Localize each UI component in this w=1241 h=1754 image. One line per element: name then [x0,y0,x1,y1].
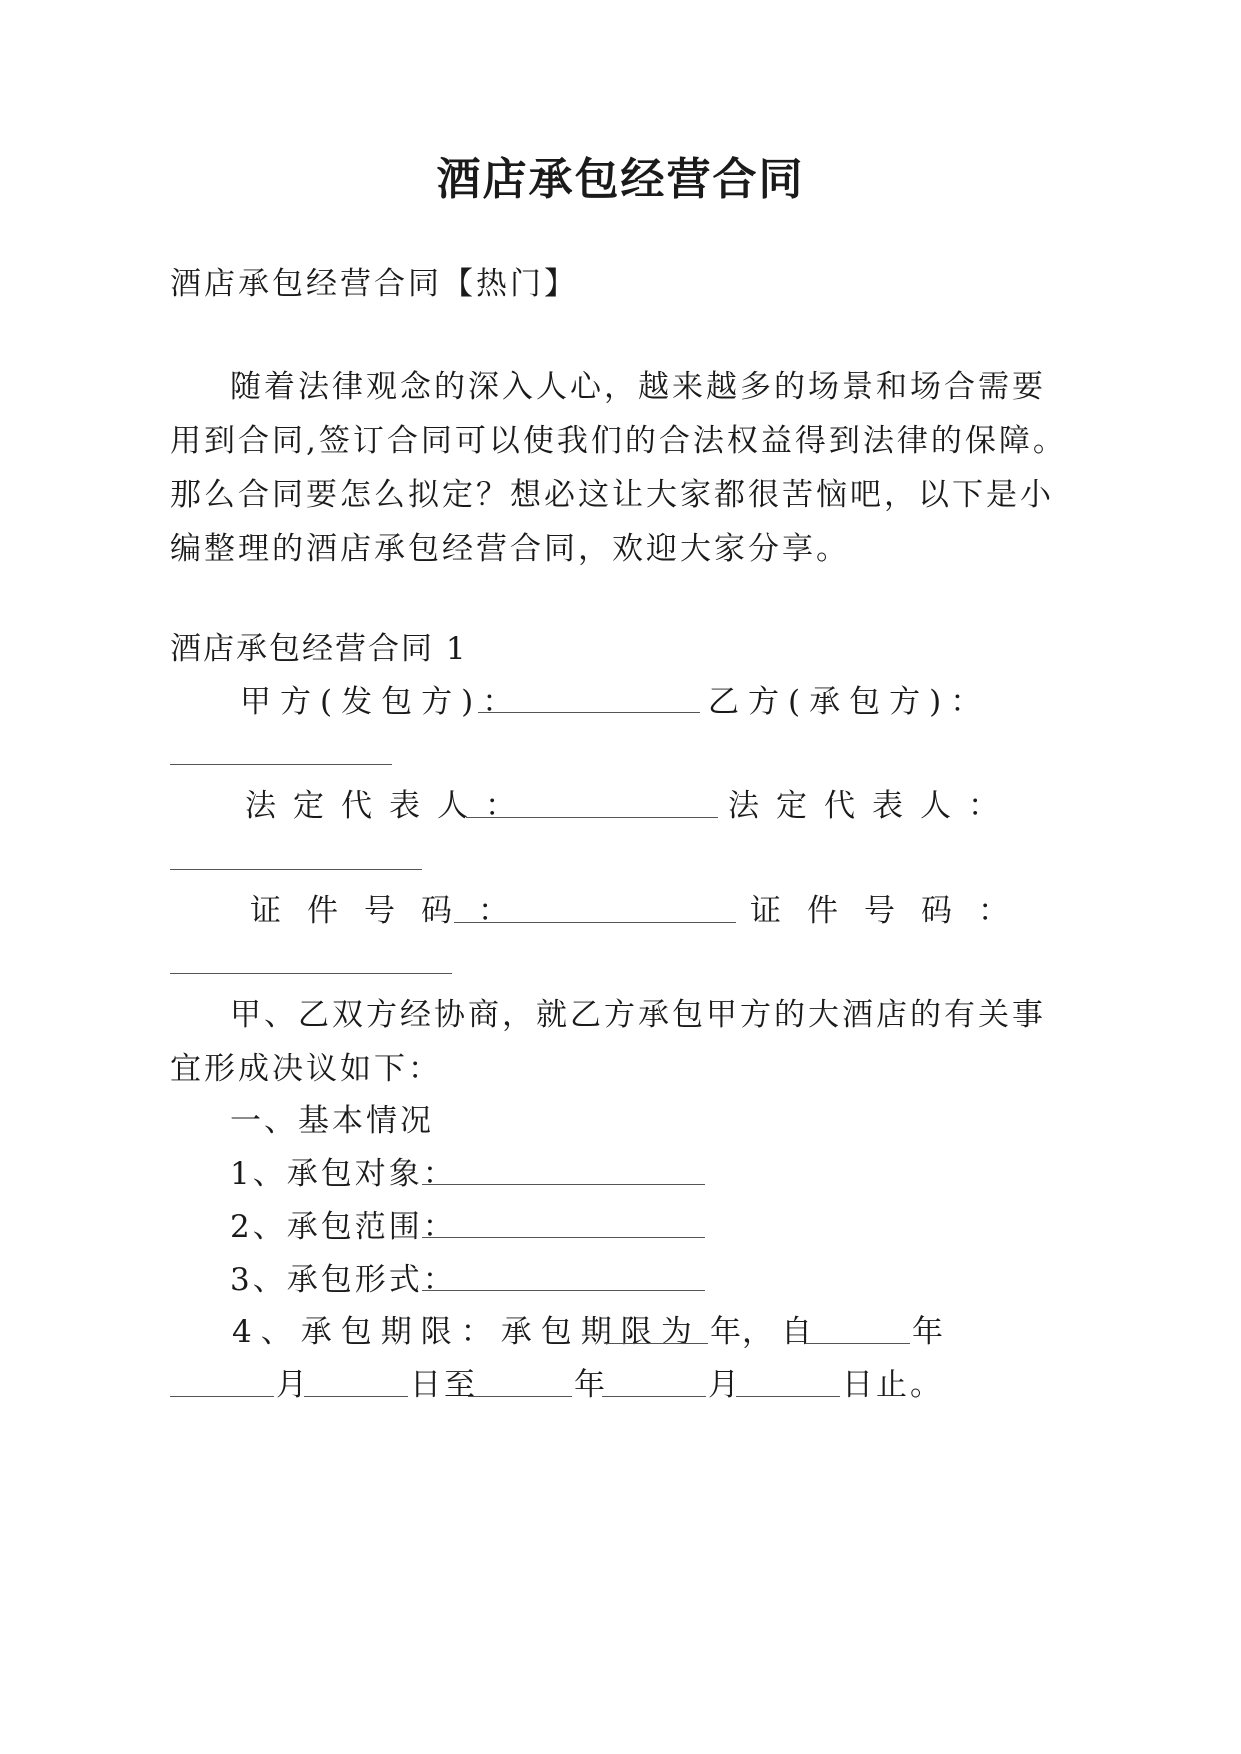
id-no-b-label: 证件号码： [750,893,1035,929]
document-title: 酒店承包经营合同 [436,154,805,205]
agreement-line-1: 甲、乙双方经协商，就乙方承包甲方的大酒店的有关事 [230,997,1046,1033]
legal-rep-a-blank [466,817,718,818]
intro-line-3: 那么合同要怎么拟定？想必这让大家都很苦恼吧，以下是小 [170,477,1054,513]
item-4-start-year-blank [806,1343,910,1344]
item-4-label: 4、承包期限：承包期限为 [232,1314,701,1350]
item-3-label: 3、承包形式： [230,1262,457,1298]
intro-line-2: 用到合同,签订合同可以使我们的合法权益得到法律的保障。 [170,423,1067,459]
party-b-label: 乙方(承包方)： [708,684,991,720]
item-4-start-month-blank [170,1396,274,1397]
item-4-start-month-unit: 月 [276,1367,310,1403]
item-4-from: ，自 [742,1314,820,1350]
legal-rep-b-label: 法定代表人： [728,788,1016,824]
item-4-end-month-blank [602,1396,706,1397]
item-1-blank [422,1184,705,1185]
item-4-year-unit: 年 [710,1314,744,1350]
basic-heading: 一、基本情况 [230,1103,434,1139]
item-4-start-day-blank [304,1396,408,1397]
legal-rep-a-label: 法定代表人： [245,788,533,824]
item-4-start-day-unit: 日至 [410,1367,478,1403]
legal-rep-b-blank [170,869,422,870]
document-subtitle: 酒店承包经营合同【热门】 [170,266,578,302]
party-a-label: 甲方(发包方)： [240,684,523,720]
item-1-label: 1、承包对象： [230,1156,457,1192]
party-a-blank [478,712,700,713]
item-4-end-day-blank [736,1396,840,1397]
intro-line-4: 编整理的酒店承包经营合同，欢迎大家分享。 [170,531,850,567]
item-2-label: 2、承包范围： [230,1209,457,1245]
item-4-end-day-unit: 日止。 [842,1367,944,1403]
item-2-blank [422,1237,705,1238]
item-4-start-year-unit: 年 [912,1314,946,1350]
id-no-b-blank [170,973,452,974]
item-4-end-year-blank [468,1396,572,1397]
item-4-years-blank [604,1343,708,1344]
item-3-blank [422,1290,705,1291]
intro-line-1: 随着法律观念的深入人心，越来越多的场景和场合需要 [230,369,1046,405]
item-4-end-year-unit: 年 [574,1367,608,1403]
id-no-a-label: 证件号码： [250,893,535,929]
section-title: 酒店承包经营合同 1 [170,631,468,667]
agreement-line-2: 宜形成决议如下： [170,1051,442,1087]
item-4-end-month-unit: 月 [708,1367,742,1403]
id-no-a-blank [454,922,736,923]
party-b-blank [170,764,392,765]
